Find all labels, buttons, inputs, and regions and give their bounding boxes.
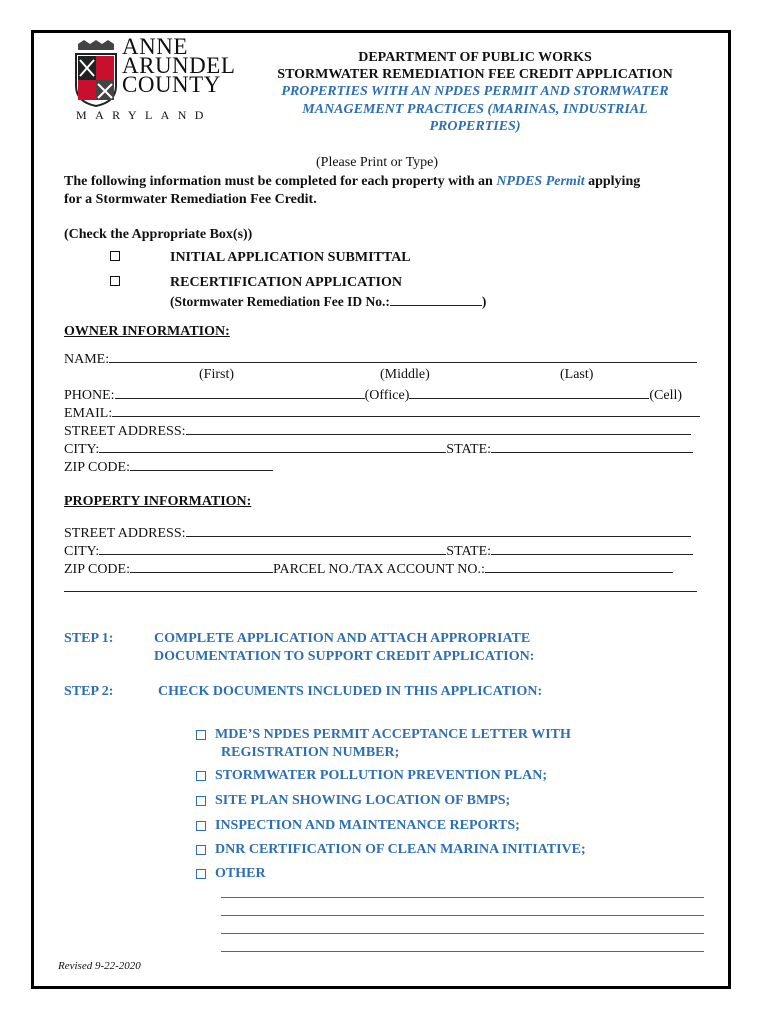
dept-title: DEPARTMENT OF PUBLIC WORKS <box>358 50 592 65</box>
intro-text-b: applying <box>584 174 641 189</box>
doc-item-inspection <box>196 818 520 834</box>
name-middle-caption: (Middle) <box>380 367 430 382</box>
doc-checkbox-swppp[interactable] <box>196 771 206 781</box>
step1-line2: DOCUMENTATION TO SUPPORT CREDIT APPLICATION: <box>154 649 535 664</box>
doc-label-dnr: DNR CERTIFICATION OF CLEAN MARINA INITIATIVE; <box>215 842 586 857</box>
owner-state-label: STATE: <box>446 442 492 457</box>
name-last-caption: (Last) <box>560 367 594 382</box>
doc-label-inspection: INSPECTION AND MAINTENANCE REPORTS; <box>215 818 520 833</box>
form-subtitle-3: PROPERTIES) <box>429 119 521 134</box>
logo-county: COUNTY <box>122 72 221 97</box>
step1-label: STEP 1: <box>64 631 114 646</box>
property-zip-field[interactable] <box>130 560 273 573</box>
doc-checkbox-dnr[interactable] <box>196 845 206 855</box>
fee-id-label: (Stormwater Remediation Fee ID No.: <box>170 294 390 309</box>
owner-street-label: STREET ADDRESS: <box>64 424 186 439</box>
intro-text-a: The following information must be completed for each property with an <box>64 174 497 189</box>
doc-label-mde-letter-2: REGISTRATION NUMBER; <box>221 745 400 760</box>
owner-zip-row <box>64 458 273 476</box>
county-logo <box>72 34 236 128</box>
owner-heading: OWNER INFORMATION: <box>64 324 230 339</box>
recertification-checkbox[interactable] <box>110 276 120 286</box>
step2-text: CHECK DOCUMENTS INCLUDED IN THIS APPLICATION: <box>158 684 543 699</box>
property-state-label: STATE: <box>446 544 492 559</box>
cell-phone-field[interactable] <box>409 386 649 399</box>
other-line-2[interactable] <box>221 915 704 916</box>
doc-label-swppp: STORMWATER POLLUTION PREVENTION PLAN; <box>215 768 548 783</box>
property-city-field[interactable] <box>99 542 446 555</box>
doc-checkbox-other[interactable] <box>196 869 206 879</box>
property-street-label: STREET ADDRESS: <box>64 526 186 541</box>
npdes-permit-link[interactable]: NPDES Permit <box>496 174 585 189</box>
doc-checkbox-site-plan[interactable] <box>196 796 206 806</box>
owner-phone-row <box>64 386 682 404</box>
other-line-1[interactable] <box>221 897 704 898</box>
doc-label-mde-letter: MDE’S NPDES PERMIT ACCEPTANCE LETTER WITH <box>215 727 571 742</box>
fee-id-field[interactable] <box>390 293 482 306</box>
intro-line-1 <box>64 174 640 190</box>
doc-item-mde-letter <box>196 727 571 743</box>
doc-item-site-plan <box>196 793 510 809</box>
owner-street-field[interactable] <box>186 422 691 435</box>
recertification-label: RECERTIFICATION APPLICATION <box>170 275 402 290</box>
doc-checkbox-mde-letter[interactable] <box>196 730 206 740</box>
owner-state-field[interactable] <box>491 440 693 453</box>
office-caption: (Office) <box>364 388 410 403</box>
office-phone-field[interactable] <box>115 386 365 399</box>
form-subtitle-2: MANAGEMENT PRACTICES (MARINAS, INDUSTRIAL <box>302 102 648 117</box>
doc-item-swppp <box>196 768 547 784</box>
logo-anne: ANNE <box>122 34 188 59</box>
step1-line1: COMPLETE APPLICATION AND ATTACH APPROPRIATE <box>154 631 531 646</box>
form-title: STORMWATER REMEDIATION FEE CREDIT APPLICATION <box>277 67 673 82</box>
parcel-field[interactable] <box>485 560 673 573</box>
owner-name-label: NAME: <box>64 352 110 367</box>
form-subtitle-1: PROPERTIES WITH AN NPDES PERMIT AND STORMWATER <box>281 84 669 99</box>
owner-name-field[interactable] <box>109 350 697 363</box>
print-note: (Please Print or Type) <box>316 155 439 170</box>
owner-city-label: CITY: <box>64 442 100 457</box>
revised-date: Revised 9-22-2020 <box>58 960 141 972</box>
property-extra-line[interactable] <box>64 591 697 592</box>
fee-id-close: ) <box>481 294 487 309</box>
parcel-label: PARCEL NO./TAX ACCOUNT NO.: <box>272 562 485 577</box>
initial-application-label: INITIAL APPLICATION SUBMITTAL <box>170 250 411 265</box>
county-seal-icon <box>72 40 120 108</box>
owner-phone-label: PHONE: <box>64 388 115 403</box>
property-street-row <box>64 524 691 542</box>
property-heading: PROPERTY INFORMATION: <box>64 494 252 509</box>
owner-zip-label: ZIP CODE: <box>64 460 130 475</box>
step2-label: STEP 2: <box>64 684 114 699</box>
logo-arundel: ARUNDEL <box>122 53 236 78</box>
doc-checkbox-inspection[interactable] <box>196 821 206 831</box>
name-first-caption: (First) <box>199 367 234 382</box>
other-line-4[interactable] <box>221 951 704 952</box>
doc-label-site-plan: SITE PLAN SHOWING LOCATION OF BMPS; <box>215 793 511 808</box>
owner-street-row <box>64 422 691 440</box>
intro-line-2: for a Stormwater Remediation Fee Credit. <box>64 192 317 207</box>
property-state-field[interactable] <box>491 542 693 555</box>
owner-zip-field[interactable] <box>130 458 273 471</box>
initial-application-checkbox[interactable] <box>110 251 120 261</box>
property-city-row <box>64 542 693 560</box>
property-city-label: CITY: <box>64 544 100 559</box>
doc-label-other: OTHER <box>215 866 266 881</box>
property-street-field[interactable] <box>186 524 691 537</box>
owner-email-label: EMAIL: <box>64 406 113 421</box>
logo-maryland: MARYLAND <box>76 108 212 122</box>
owner-email-field[interactable] <box>112 404 700 417</box>
cell-caption: (Cell) <box>649 388 683 403</box>
doc-item-other <box>196 866 266 882</box>
other-line-3[interactable] <box>221 933 704 934</box>
property-zip-label: ZIP CODE: <box>64 562 130 577</box>
check-heading: (Check the Appropriate Box(s)) <box>64 227 253 242</box>
owner-city-row <box>64 440 693 458</box>
owner-name-row <box>64 350 697 368</box>
doc-item-dnr <box>196 842 586 858</box>
owner-city-field[interactable] <box>99 440 446 453</box>
property-zip-row <box>64 560 673 578</box>
owner-email-row <box>64 404 700 422</box>
fee-id-row <box>170 293 486 310</box>
